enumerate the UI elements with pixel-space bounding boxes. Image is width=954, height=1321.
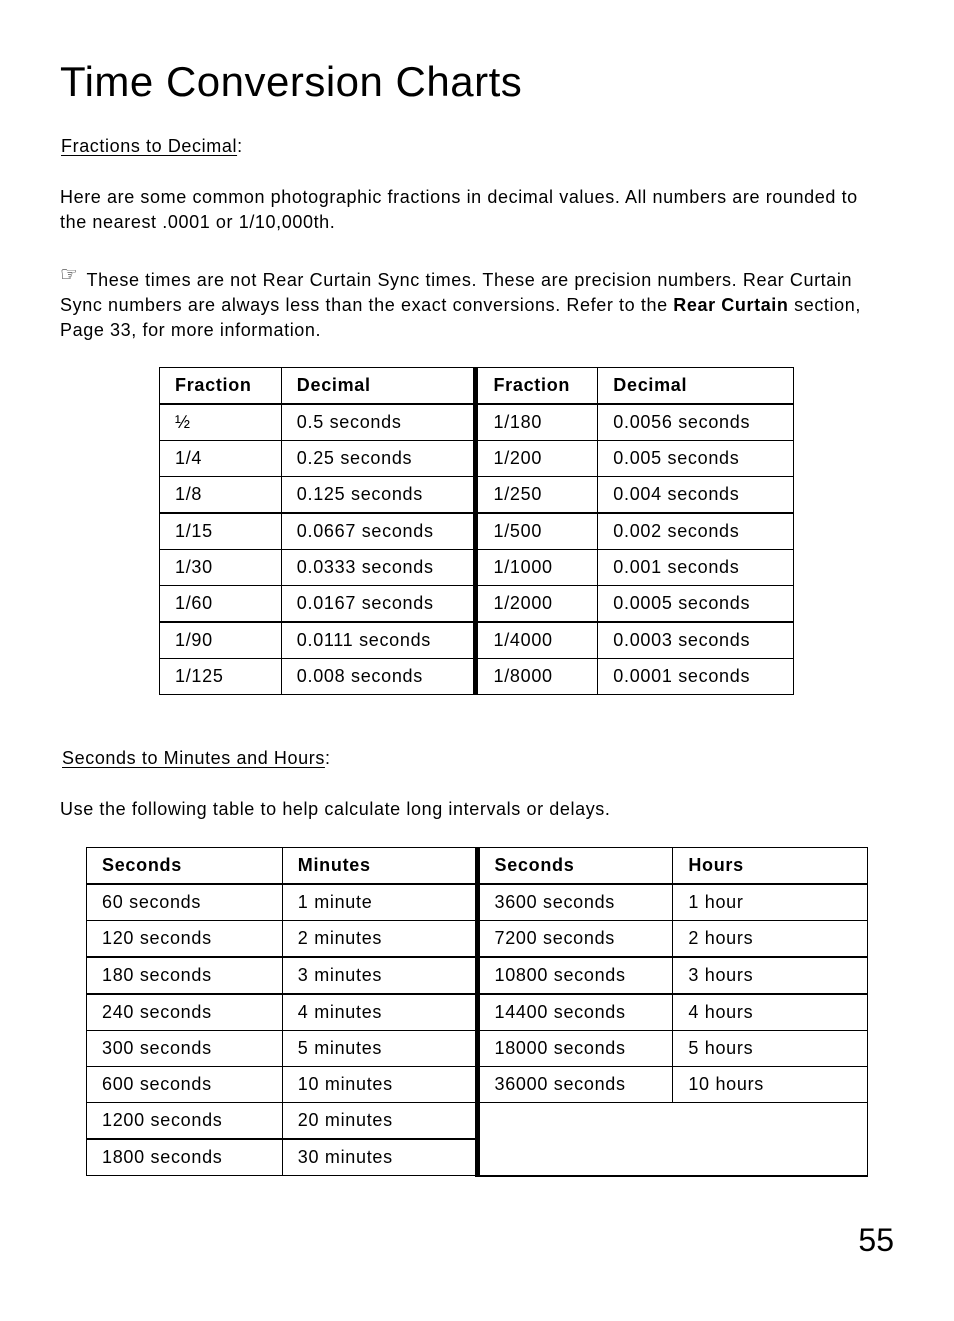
table-cell: 1/60 — [160, 586, 282, 623]
rear-curtain-note — [60, 262, 880, 343]
heading-colon: : — [237, 136, 243, 156]
table-cell: 1200 seconds — [87, 1103, 283, 1140]
table-row — [160, 550, 794, 586]
table-cell: 1/180 — [476, 404, 598, 441]
col-header: Decimal — [281, 368, 476, 405]
table-cell: 1 minute — [282, 884, 477, 921]
table-row — [87, 1103, 868, 1140]
table-cell: 180 seconds — [87, 957, 283, 994]
col-header: Minutes — [282, 848, 477, 885]
table-cell: 0.0333 seconds — [281, 550, 476, 586]
heading-colon: : — [324, 748, 331, 768]
col-header: Seconds — [477, 848, 673, 885]
table-cell: 5 minutes — [282, 1031, 477, 1067]
table-cell: 1800 seconds — [87, 1139, 283, 1176]
table-row — [160, 659, 794, 695]
col-header: Decimal — [598, 368, 794, 405]
pointing-hand-icon: ☞ — [60, 262, 79, 286]
table-cell: 1/500 — [476, 513, 598, 550]
table-cell: 600 seconds — [87, 1067, 283, 1103]
table-row — [87, 1067, 868, 1103]
fractions-table — [159, 367, 794, 695]
table-cell: 1 hour — [673, 884, 868, 921]
note-text-1: These times are not Rear Curtain Sync times. These are precision numbers. Rear Curtain Sync numbers are always less than the exact conversions. Refer to the — [60, 270, 853, 315]
page-title: Time Conversion Charts — [60, 58, 523, 105]
table-cell: 4 minutes — [282, 994, 477, 1031]
table-row — [87, 957, 868, 994]
table-cell: 0.0001 seconds — [598, 659, 794, 695]
table-row — [87, 994, 868, 1031]
table-cell: 0.002 seconds — [598, 513, 794, 550]
page-number: 55 — [858, 1222, 894, 1258]
fractions-intro: Here are some common photographic fractions in decimal values. All numbers are rounded to the nearest .0001 or 1/10,000th. — [60, 187, 858, 232]
table-cell: 3 minutes — [282, 957, 477, 994]
table-cell: 0.001 seconds — [598, 550, 794, 586]
table-cell: 1/125 — [160, 659, 282, 695]
table-cell: 0.0111 seconds — [281, 622, 476, 659]
section-heading-fractions-text: Fractions to Decimal — [61, 136, 238, 156]
table-cell: 0.0005 seconds — [598, 586, 794, 623]
table-row — [160, 513, 794, 550]
table-cell: 1/15 — [160, 513, 282, 550]
table-cell: 240 seconds — [87, 994, 283, 1031]
table-cell: 0.005 seconds — [598, 441, 794, 477]
col-header: Fraction — [476, 368, 598, 405]
table-cell: 0.0056 seconds — [598, 404, 794, 441]
table-cell: 1/30 — [160, 550, 282, 586]
seconds-table — [86, 847, 868, 1177]
table-header-row — [87, 848, 868, 885]
table-cell: 20 minutes — [282, 1103, 477, 1140]
table-cell: 7200 seconds — [477, 921, 673, 958]
table-cell: 10800 seconds — [477, 957, 673, 994]
table-cell: 1/90 — [160, 622, 282, 659]
table-cell: 0.004 seconds — [598, 477, 794, 514]
table-cell: 18000 seconds — [477, 1031, 673, 1067]
table-row — [160, 441, 794, 477]
section-heading-seconds — [62, 748, 331, 769]
table-cell: 0.0667 seconds — [281, 513, 476, 550]
table-cell: 1/4000 — [476, 622, 598, 659]
table-row — [87, 921, 868, 958]
table-cell: 1/1000 — [476, 550, 598, 586]
note-text-2: section, Page 33, for more information. — [60, 295, 861, 340]
col-header: Seconds — [87, 848, 283, 885]
table-cell: 0.0003 seconds — [598, 622, 794, 659]
section-heading-seconds-text: Seconds to Minutes and Hours — [62, 748, 325, 768]
empty-cell-block — [477, 1103, 868, 1176]
table-cell: 120 seconds — [87, 921, 283, 958]
table-cell: 0.0167 seconds — [281, 586, 476, 623]
table-row — [160, 477, 794, 514]
table-row — [87, 884, 868, 921]
table-row — [160, 586, 794, 623]
table-cell: 0.125 seconds — [281, 477, 476, 514]
table-cell: 60 seconds — [87, 884, 283, 921]
table-row — [160, 404, 794, 441]
table-cell: 1/200 — [476, 441, 598, 477]
table-cell: 1/8 — [160, 477, 282, 514]
table-cell: 10 hours — [673, 1067, 868, 1103]
table-cell: 3600 seconds — [477, 884, 673, 921]
table-cell: 14400 seconds — [477, 994, 673, 1031]
table-cell: 1/8000 — [476, 659, 598, 695]
section-heading-fractions — [61, 136, 243, 157]
table-cell: 4 hours — [673, 994, 868, 1031]
table-cell: 2 hours — [673, 921, 868, 958]
table-cell: 10 minutes — [282, 1067, 477, 1103]
table-row — [160, 622, 794, 659]
table-cell: 30 minutes — [282, 1139, 477, 1176]
table-cell: 1/250 — [476, 477, 598, 514]
table-cell: 1/4 — [160, 441, 282, 477]
table-header-row — [160, 368, 794, 405]
table-row — [87, 1031, 868, 1067]
table-cell: ½ — [160, 404, 282, 441]
table-cell: 300 seconds — [87, 1031, 283, 1067]
table-cell: 36000 seconds — [477, 1067, 673, 1103]
table-cell: 0.25 seconds — [281, 441, 476, 477]
table-cell: 5 hours — [673, 1031, 868, 1067]
table-cell: 0.5 seconds — [281, 404, 476, 441]
seconds-intro: Use the following table to help calculate long intervals or delays. — [60, 799, 611, 819]
table-cell: 3 hours — [673, 957, 868, 994]
note-bold-ref: Rear Curtain — [673, 295, 789, 315]
col-header: Hours — [673, 848, 868, 885]
table-cell: 2 minutes — [282, 921, 477, 958]
col-header: Fraction — [160, 368, 282, 405]
table-cell: 1/2000 — [476, 586, 598, 623]
table-cell: 0.008 seconds — [281, 659, 476, 695]
